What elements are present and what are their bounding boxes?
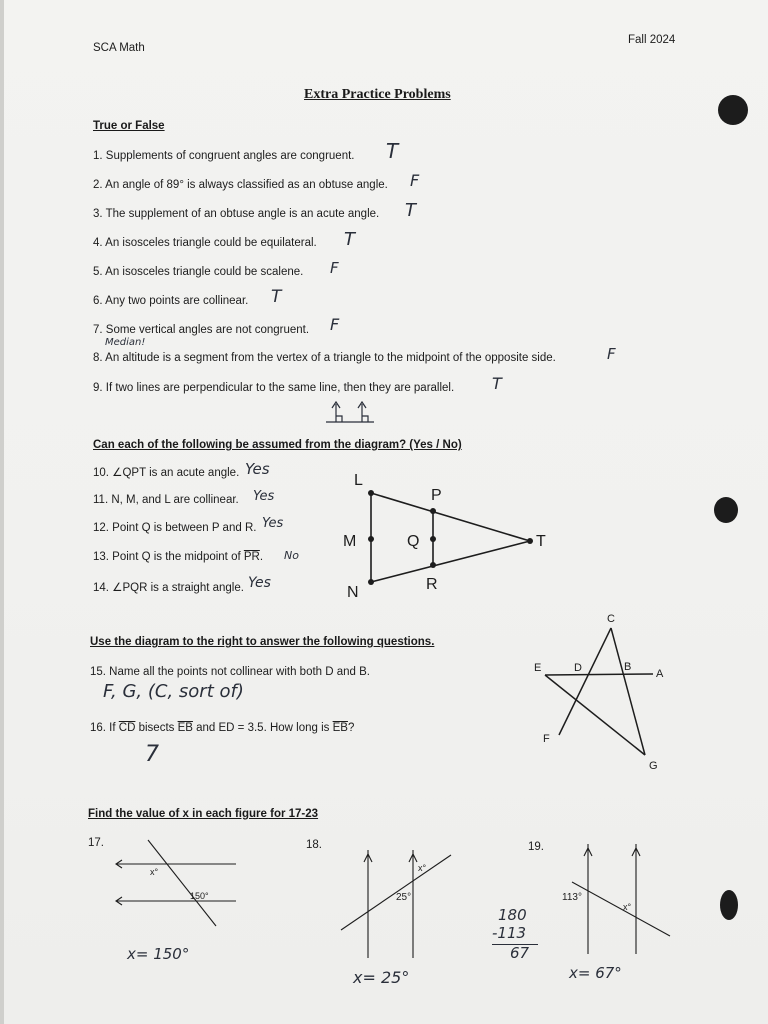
problem-17-diagram: [110, 838, 240, 928]
answer-7: F: [330, 315, 340, 334]
label-C: C: [607, 613, 615, 625]
answer-9: T: [492, 374, 502, 393]
problem-19-diagram: [548, 838, 678, 958]
label-D: D: [574, 662, 582, 674]
answer-10: Yes: [245, 460, 270, 478]
question-11: 11. N, M, and L are collinear.: [93, 494, 239, 506]
problem-19-work-line-3: 67: [510, 944, 530, 962]
question-3: 3. The supplement of an obtuse angle is an acute angle.: [93, 208, 380, 220]
problem-17-answer: x= 150°: [127, 945, 190, 963]
question-10: 10. ∠QPT is an acute angle.: [93, 467, 240, 479]
answer-14: Yes: [248, 575, 271, 591]
label-M: M: [343, 533, 357, 550]
answer-11: Yes: [253, 489, 275, 504]
problem-17-given-angle: 150°: [190, 891, 209, 901]
problem-19-work-line-2: -113: [492, 924, 527, 942]
label-N: N: [347, 584, 359, 601]
answer-3: T: [405, 200, 416, 221]
question-12: 12. Point Q is between P and R.: [93, 522, 257, 534]
page-edge: [0, 0, 4, 1024]
answer-15: F, G, (C, sort of): [103, 681, 244, 702]
lmnpqrt-diagram: [335, 465, 560, 605]
page-title: Extra Practice Problems: [304, 87, 451, 102]
problem-18-given-angle: 25°: [396, 892, 412, 903]
question-9: 9. If two lines are perpendicular to the same line, then they are parallel.: [93, 382, 455, 394]
problem-18-diagram: [335, 840, 455, 960]
punch-hole-top: [718, 95, 748, 125]
question-5: 5. An isosceles triangle could be scalene.: [93, 266, 304, 278]
problem-18-answer: x= 25°: [353, 968, 410, 987]
problem-19-x-angle: x°: [623, 902, 632, 912]
label-G: G: [649, 760, 658, 772]
question-8: 8. An altitude is a segment from the vertex of a triangle to the midpoint of the opposite side.: [93, 352, 556, 364]
answer-6: T: [271, 287, 282, 307]
question-6: 6. Any two points are collinear.: [93, 295, 249, 307]
label-B: B: [624, 661, 632, 673]
question-1: 1. Supplements of congruent angles are congruent.: [93, 150, 355, 162]
find-x-heading: Find the value of x in each figure for 17-23: [88, 808, 319, 820]
diagram-questions-heading: Use the diagram to the right to answer the following questions.: [90, 636, 435, 648]
answer-1: T: [386, 139, 399, 163]
punch-hole-middle: [714, 497, 738, 523]
answer-2: F: [410, 171, 420, 190]
punch-hole-bottom: [720, 890, 738, 920]
question-13: 13. Point Q is the midpoint of $\overline{PR}$.: [93, 551, 264, 563]
problem-17-x-angle: x°: [150, 867, 159, 877]
question-7: 7. Some vertical angles are not congruent.: [93, 324, 310, 336]
assumption-heading: Can each of the following be assumed from the diagram? (Yes / No): [93, 439, 462, 451]
true-false-heading: True or False: [93, 120, 165, 132]
problem-19-given-angle: 113°: [562, 892, 582, 903]
answer-4: T: [344, 229, 355, 250]
median-correction-note: Median!: [105, 337, 146, 348]
term-label: Fall 2024: [628, 34, 676, 46]
course-name: SCA Math: [93, 42, 145, 54]
problem-19-answer: x= 67°: [569, 964, 622, 982]
question-14: 14. ∠PQR is a straight angle.: [93, 582, 244, 594]
answer-13: No: [284, 549, 299, 562]
label-L: L: [354, 472, 363, 489]
label-R: R: [426, 576, 438, 593]
label-A: A: [656, 668, 664, 680]
question-16: 16. If $\overline{CD}$ bisects $\overline{EB}$ and ED = 3.5. How long is $\overline{EB}$?: [90, 722, 355, 734]
problem-19-work-line-1: 180: [498, 906, 527, 924]
label-P: P: [431, 487, 442, 504]
problem-18-x-angle: x°: [418, 863, 427, 873]
answer-16: 7: [145, 742, 159, 767]
question-4: 4. An isosceles triangle could be equilateral.: [93, 237, 317, 249]
label-T: T: [536, 533, 546, 550]
label-Q: Q: [407, 533, 420, 550]
label-E: E: [534, 662, 542, 674]
perpendicular-lines-sketch: [326, 398, 376, 426]
problem-19-number: 19.: [528, 841, 544, 853]
label-F: F: [543, 733, 550, 745]
problem-18-number: 18.: [306, 839, 322, 851]
cdebafg-diagram: [525, 608, 675, 773]
question-15: 15. Name all the points not collinear with both D and B.: [90, 666, 370, 678]
problem-17-number: 17.: [88, 837, 104, 849]
question-2: 2. An angle of 89° is always classified as an obtuse angle.: [93, 179, 388, 191]
answer-12: Yes: [262, 516, 284, 531]
answer-8: F: [607, 345, 616, 363]
answer-5: F: [330, 259, 339, 277]
